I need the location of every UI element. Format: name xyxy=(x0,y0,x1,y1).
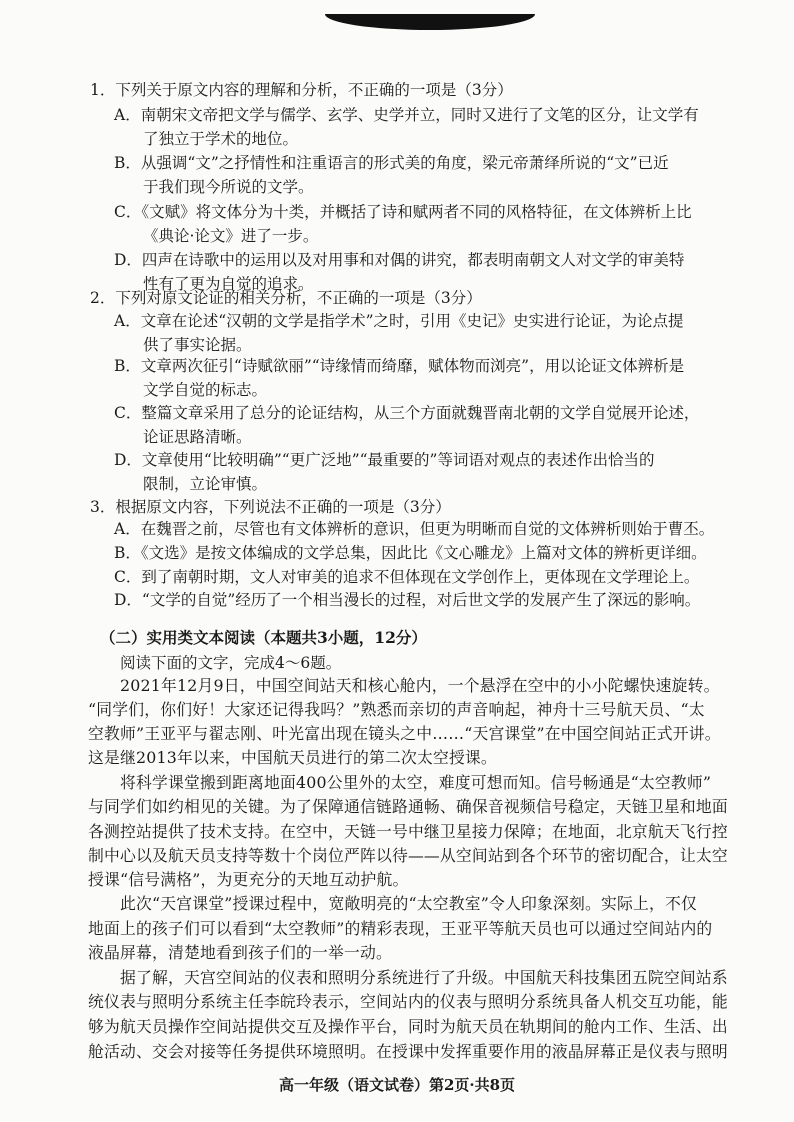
passage-line: 空教师”王亚平与翟志刚、叶光富出现在镜头之中……“天宫课堂”在中国空间站正式开讲。 xyxy=(88,724,721,743)
question-3-option-a: A．在魏晋之前，尽管也有文体辨析的意识，但更为明晰而自觉的文体辨析则始于曹丕。 xyxy=(114,520,715,538)
question-2-option-a-cont: 供了事实论据。 xyxy=(143,336,252,354)
question-2-option-b: B．文章两次征引“诗赋欲丽”“诗缘情而绮靡，赋体物而浏亮”，用以论证文体辨析是 xyxy=(114,357,685,375)
section-instruction: 阅读下面的文字，完成4～6题。 xyxy=(120,654,342,672)
passage-line: 这是继2013年以来，中国航天员进行的第二次太空授课。 xyxy=(88,748,497,767)
question-2-option-b-cont: 文学自觉的标志。 xyxy=(143,381,268,399)
page-footer: 高一年级（语文试卷）第2页·共8页 xyxy=(278,1076,516,1094)
passage-line: 各测控站提供了技术支持。在空中，天链一号中继卫星接力保障；在地面，北京航天飞行控 xyxy=(88,822,728,841)
section-heading: （二）实用类文本阅读（本题共3小题，12分） xyxy=(100,628,427,647)
question-2-option-d-cont: 限制，立论审慎。 xyxy=(143,475,268,493)
passage-line: 制中心以及航天员支持等数十个岗位严阵以待——从空间站到各个环节的密切配合，让太空 xyxy=(88,846,728,865)
passage-line: 此次“天宫课堂”授课过程中，宽敞明亮的“太空教室”令人印象深刻。实际上，不仅 xyxy=(120,894,697,913)
passage-line: 够为航天员操作空间站提供交互及操作平台，同时为航天员在轨期间的舱内工作、生活、出 xyxy=(88,1017,728,1036)
question-1-option-a-cont: 了独立于学术的地位。 xyxy=(143,130,299,148)
passage-line: 将科学课堂搬到距离地面400公里外的太空，难度可想而知。信号畅通是“太空教师” xyxy=(120,773,712,792)
question-1-stem: 1．下列关于原文内容的理解和分析，不正确的一项是（3分） xyxy=(90,81,513,99)
question-1-option-d-cont: 性有了更为自觉的追求。 xyxy=(143,275,314,293)
question-1-option-c-cont: 《典论·论文》进了一步。 xyxy=(143,227,319,245)
passage-line: 据了解，天宫空间站的仪表和照明分系统进行了升级。中国航天科技集团五院空间站系 xyxy=(120,968,728,987)
question-3-stem: 3．根据原文内容，下列说法不正确的一项是（3分） xyxy=(90,498,451,516)
question-1-option-a: A．南朝宋文帝把文学与儒学、玄学、史学并立，同时又进行了文笔的区分，让文学有 xyxy=(114,106,699,124)
question-3-option-b: B．《文选》是按文体编成的文学总集，因此比《文心雕龙》上篇对文体的辨析更详细。 xyxy=(114,544,707,562)
question-2-option-d: D．文章使用“比较明确”“更广泛地”“最重要的”等词语对观点的表述作出恰当的 xyxy=(114,451,655,469)
question-2-option-c: C．整篇文章采用了总分的论证结构，从三个方面就魏晋南北朝的文学自觉展开论述， xyxy=(114,404,700,422)
question-2-stem: 2．下列对原文论证的相关分析，不正确的一项是（3分） xyxy=(90,289,482,307)
question-2-option-a: A．文章在论述“汉朝的文学是指学术”之时，引用《史记》史实进行论证，为论点提 xyxy=(114,312,684,330)
question-3-option-c: C．到了南朝时期，文人对审美的追求不但体现在文学创作上，更体现在文学理论上。 xyxy=(114,568,700,586)
passage-line: 地面上的孩子们可以看到“太空教师”的精彩表现，王亚平等航天员也可以通过空间站内的 xyxy=(88,919,713,938)
passage-line: 与同学们如约相见的关键。为了保障通信链路通畅、确保音视频信号稳定，天链卫星和地面 xyxy=(88,797,728,816)
passage-line: 液晶屏幕，清楚地看到孩子们的一举一动。 xyxy=(88,943,392,962)
passage-line: 授课“信号满格”，为更充分的天地互动护航。 xyxy=(88,870,409,889)
passage-line: “同学们，你们好！大家还记得我吗？”熟悉而亲切的声音响起，神舟十三号航天员、“太 xyxy=(88,700,705,719)
question-2-option-c-cont: 论证思路清晰。 xyxy=(143,428,252,446)
passage-line: 2021年12月9日，中国空间站天和核心舱内，一个悬浮在空中的小小陀螺快速旋转。 xyxy=(120,676,720,695)
question-1-option-b: B．从强调“文”之抒情性和注重语言的形式美的角度，梁元帝萧绎所说的“文”已近 xyxy=(114,154,669,172)
question-1-option-b-cont: 于我们现今所说的文学。 xyxy=(143,178,314,196)
question-3-option-d: D．“文学的自觉”经历了一个相当漫长的过程，对后世文学的发展产生了深远的影响。 xyxy=(114,591,701,609)
passage-line: 舱活动、交会对接等任务提供环境照明。在授课中发挥重要作用的液晶屏幕正是仪表与照明 xyxy=(88,1042,728,1061)
question-1-option-c: C．《文赋》将文体分为十类，并概括了诗和赋两者不同的风格特征，在文体辨析上比 xyxy=(114,203,692,221)
question-1-option-d: D．四声在诗歌中的运用以及对用事和对偶的讲究，都表明南朝文人对文学的审美特 xyxy=(114,251,685,269)
passage-line: 统仪表与照明分系统主任李皖玲表示，空间站内的仪表与照明分系统具备人机交互功能，能 xyxy=(88,992,728,1011)
